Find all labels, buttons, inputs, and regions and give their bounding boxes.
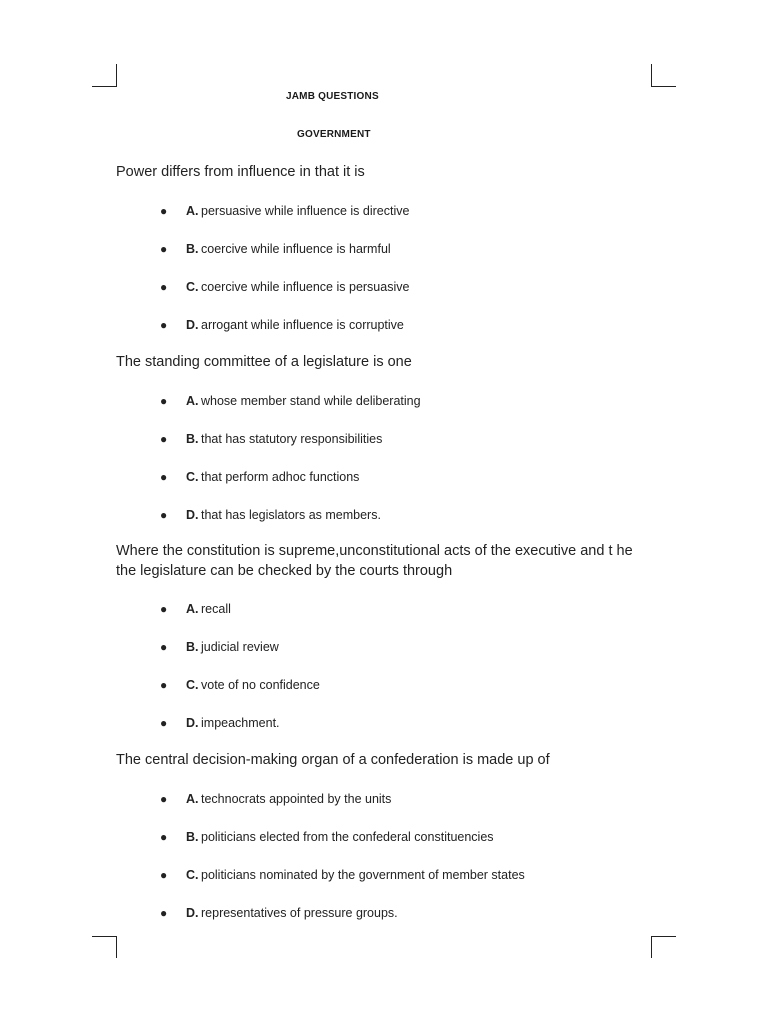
option-text: politicians nominated by the government of member states xyxy=(201,868,525,882)
option-text: that has legislators as members. xyxy=(201,508,381,522)
question-3: Where the constitution is supreme,unconstitutional acts of the executive and t he the legislature can be checked by the courts through xyxy=(116,543,633,579)
question-1: Power differs from influence in that it is xyxy=(116,164,365,180)
bullet-icon: ● xyxy=(160,716,168,730)
option-text: coercive while influence is persuasive xyxy=(201,280,410,294)
bullet-icon: ● xyxy=(160,242,168,256)
option-text: recall xyxy=(201,602,231,616)
bullet-icon: ● xyxy=(160,394,168,408)
option-letter: A. xyxy=(186,602,199,616)
option-text: that perform adhoc functions xyxy=(201,470,360,484)
bullet-icon: ● xyxy=(160,470,168,484)
option-text: judicial review xyxy=(201,640,279,654)
bullet-icon: ● xyxy=(160,508,168,522)
option-text: technocrats appointed by the units xyxy=(201,792,392,806)
option-letter: C. xyxy=(186,470,199,484)
option-letter: A. xyxy=(186,792,199,806)
bullet-icon: ● xyxy=(160,280,168,294)
bullet-icon: ● xyxy=(160,868,168,882)
option-letter: B. xyxy=(186,830,199,844)
option-text: politicians elected from the confederal constituencies xyxy=(201,830,494,844)
option-letter: C. xyxy=(186,868,199,882)
option-text: that has statutory responsibilities xyxy=(201,432,383,446)
question-2: The standing committee of a legislature is one xyxy=(116,354,412,370)
option-text: whose member stand while deliberating xyxy=(201,394,421,408)
option-text: representatives of pressure groups. xyxy=(201,906,398,920)
option-letter: D. xyxy=(186,906,199,920)
bullet-icon: ● xyxy=(160,432,168,446)
option-text: persuasive while influence is directive xyxy=(201,204,410,218)
bullet-icon: ● xyxy=(160,792,168,806)
option-text: arrogant while influence is corruptive xyxy=(201,318,404,332)
option-text: vote of no confidence xyxy=(201,678,320,692)
bullet-icon: ● xyxy=(160,318,168,332)
bullet-icon: ● xyxy=(160,602,168,616)
option-letter: D. xyxy=(186,508,199,522)
option-letter: C. xyxy=(186,280,199,294)
option-letter: A. xyxy=(186,394,199,408)
option-letter: D. xyxy=(186,318,199,332)
option-letter: B. xyxy=(186,432,199,446)
question-4: The central decision-making organ of a confederation is made up of xyxy=(116,752,550,768)
option-text: coercive while influence is harmful xyxy=(201,242,391,256)
document-subject: GOVERNMENT xyxy=(297,129,371,140)
bullet-icon: ● xyxy=(160,906,168,920)
bullet-icon: ● xyxy=(160,640,168,654)
option-letter: B. xyxy=(186,640,199,654)
bullet-icon: ● xyxy=(160,204,168,218)
option-letter: D. xyxy=(186,716,199,730)
bullet-icon: ● xyxy=(160,678,168,692)
option-letter: A. xyxy=(186,204,199,218)
document-title: JAMB QUESTIONS xyxy=(286,91,379,102)
option-text: impeachment. xyxy=(201,716,280,730)
option-letter: B. xyxy=(186,242,199,256)
option-letter: C. xyxy=(186,678,199,692)
bullet-icon: ● xyxy=(160,830,168,844)
